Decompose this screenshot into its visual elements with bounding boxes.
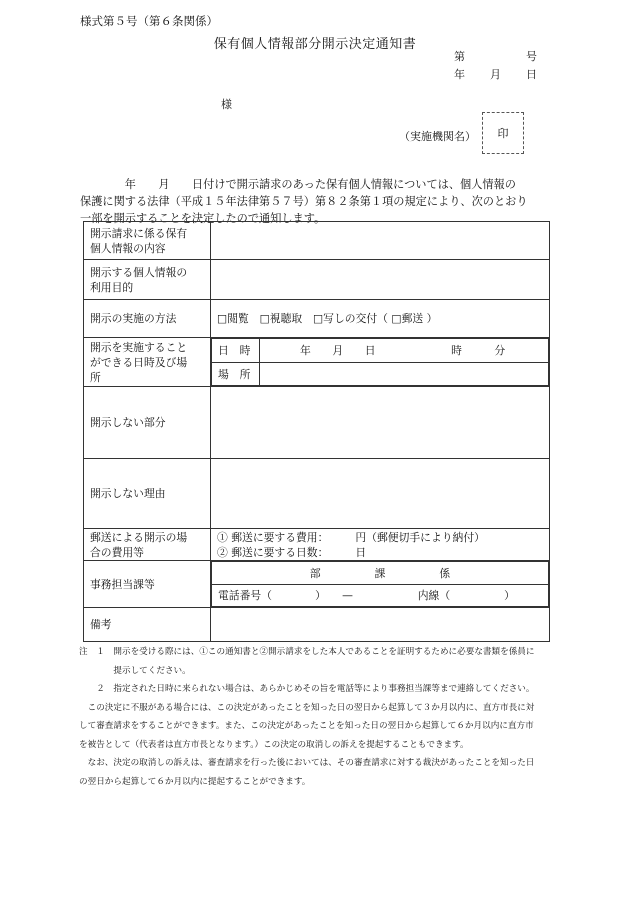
- row-method: [84, 300, 550, 338]
- number-prefix: 第: [454, 50, 465, 63]
- agency-label: （実施機関名）: [399, 130, 476, 143]
- body-line-3: 一部を開示することを決定したので通知します。: [80, 212, 326, 225]
- addressee-suffix: 様: [221, 98, 232, 111]
- row-undisclosed-reason: [84, 459, 550, 529]
- note-3c: を被告として（代表者は直方市長となります。）この決定の取消しの訴えを提起することもできます。: [79, 739, 469, 750]
- note-3a: この決定に不服がある場合には、この決定があったことを知った日の翌日から起算して３か月以内に、直方市長に対: [79, 702, 535, 713]
- place-label: 場 所: [212, 363, 260, 386]
- note-4b: の翌日から起算して６か月以内に提起することができます。: [79, 776, 311, 787]
- label-undisclosed-reason: 開示しない理由: [84, 459, 211, 529]
- office-phone-line: 電話番号（ ） — 内線（ ）: [212, 585, 549, 607]
- label-datetime-place: 開示を実施すること ができる日時及び場 所: [84, 338, 211, 387]
- value-mail-cost: [211, 529, 550, 561]
- label-mail-cost: 郵送による開示の場 合の費用等: [84, 529, 211, 561]
- mail-days-line: ② 郵送に要する日数： 日: [217, 545, 367, 559]
- notes-section: [79, 643, 549, 791]
- page-title: 保有個人情報部分開示決定通知書: [213, 37, 417, 52]
- datetime-place-inner: [211, 338, 549, 386]
- seal-label: 印: [497, 127, 509, 140]
- label-request-content: 開示請求に係る保有 個人情報の内容: [84, 222, 211, 260]
- datetime-value: 年 月 日 時 分: [260, 339, 549, 363]
- note-1a: 注 １ 開示を受ける際には、①この通知書と②開示請求をした本人であることを証明するために必要な書類を係員に: [79, 647, 535, 657]
- label-purpose: 開示する個人情報の 利用目的: [84, 260, 211, 300]
- date-day-label: 日: [526, 68, 537, 81]
- disclosure-table: [83, 221, 550, 642]
- datetime-label: 日 時: [212, 339, 260, 363]
- value-request-content: [211, 222, 550, 260]
- date-month-label: 月: [490, 68, 501, 81]
- place-value: [260, 363, 549, 386]
- label-method: 開示の実施の方法: [84, 300, 211, 338]
- body-line-2: 保護に関する法律（平成１５年法律第５７号）第８２条第１項の規定により、次のとおり: [80, 195, 528, 208]
- label-office: 事務担当課等: [84, 561, 211, 608]
- row-mail-cost: [84, 529, 550, 561]
- row-office: [84, 561, 550, 608]
- office-dept-line: 部 課 係: [212, 562, 549, 585]
- mail-cost-line: ① 郵送に要する費用： 円（郵便切手により納付）: [217, 530, 485, 544]
- value-undisclosed-part: [211, 387, 550, 459]
- note-1b: 提示してください。: [79, 665, 191, 676]
- value-undisclosed-reason: [211, 459, 550, 529]
- body-line-1: 年 月 日付けで開示請求のあった保有個人情報については、個人情報の: [80, 178, 516, 191]
- date-year-label: 年: [454, 68, 465, 81]
- note-3b: して審査請求をすることができます。また、この決定があったことを知った日の翌日から起算して６か月以内に直方市: [79, 721, 534, 731]
- notice-body: [80, 176, 560, 227]
- row-undisclosed-part: [84, 387, 550, 459]
- row-remarks: [84, 608, 550, 642]
- value-purpose: [211, 260, 550, 300]
- note-2: ２ 指定された日時に来られない場合は、あらかじめその旨を電話等により事務担当課等まで連絡してください。: [79, 684, 535, 694]
- office-inner: [211, 561, 549, 607]
- seal-box: [482, 112, 524, 154]
- note-4a: なお、決定の取消しの訴えは、審査請求を行った後においては、その審査請求に対する裁決があったことを知った日: [79, 758, 535, 768]
- form-number: 様式第５号（第６条関係）: [80, 14, 218, 28]
- label-undisclosed-part: 開示しない部分: [84, 387, 211, 459]
- row-datetime-place: [84, 338, 550, 387]
- value-method-options: □閲覧 □視聴取 □写しの交付（ □郵送 ）: [211, 300, 550, 338]
- row-request-content: [84, 222, 550, 260]
- row-purpose: [84, 260, 550, 300]
- number-suffix: 号: [526, 50, 537, 63]
- value-remarks: [211, 608, 550, 642]
- label-remarks: 備考: [84, 608, 211, 642]
